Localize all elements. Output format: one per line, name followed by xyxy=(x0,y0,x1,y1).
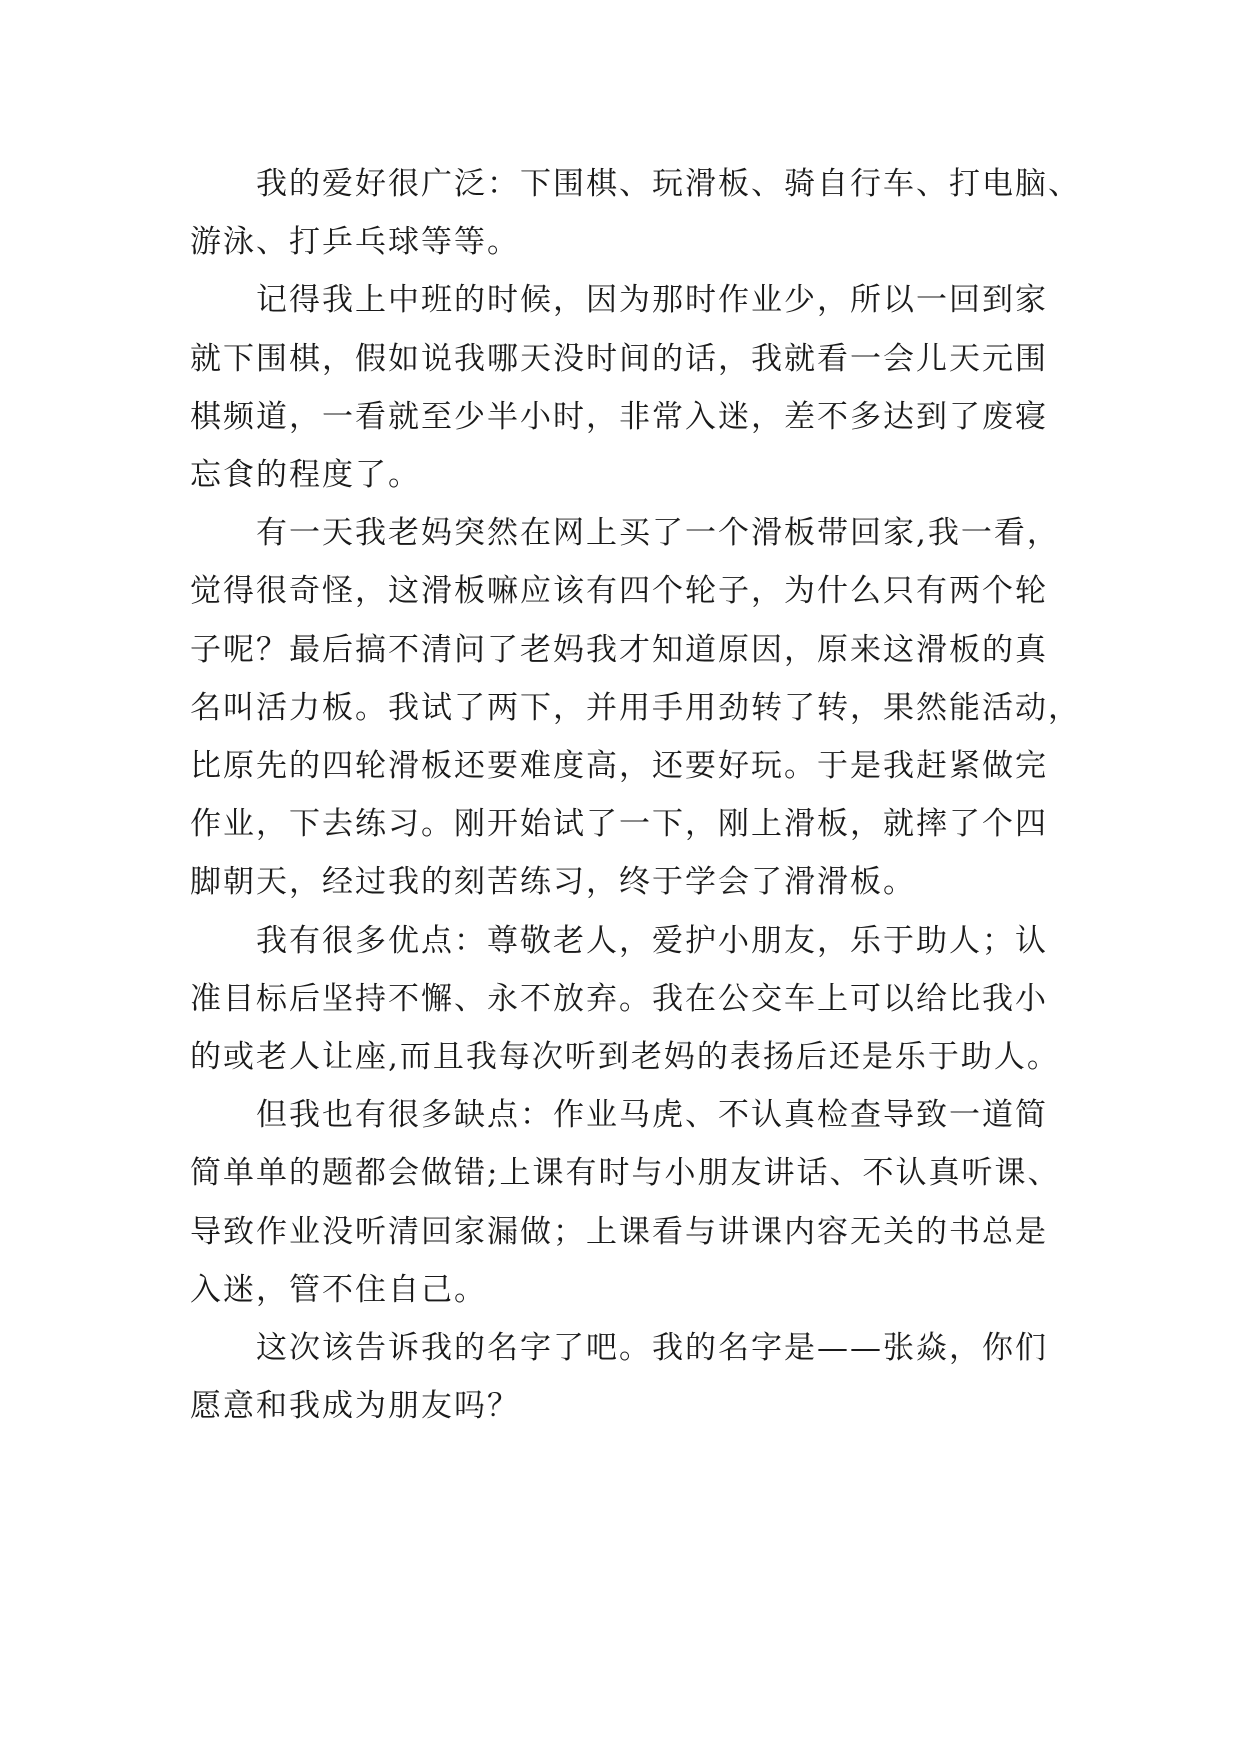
text-line: 我有很多优点：尊敬老人，爱护小朋友，乐于助人；认 xyxy=(256,922,1048,959)
paragraph-skateboard xyxy=(190,504,1090,911)
paragraph-name xyxy=(190,1319,1090,1435)
text-line: 这次该告诉我的名字了吧。我的名字是——张焱，你们 xyxy=(256,1330,1048,1367)
paragraph-hobbies xyxy=(190,155,1090,271)
text-line: 作业，下去练习。刚开始试了一下，刚上滑板，就摔了个四 xyxy=(190,806,1048,843)
text-line: 但我也有很多缺点：作业马虎、不认真检查导致一道简 xyxy=(256,1097,1048,1134)
text-line: 准目标后坚持不懈、永不放弃。我在公交车上可以给比我小 xyxy=(190,980,1048,1017)
paragraph-strengths xyxy=(190,912,1090,1087)
text-line: 就下围棋，假如说我哪天没时间的话，我就看一会儿天元围 xyxy=(190,340,1048,377)
text-line: 子呢？最后搞不清问了老妈我才知道原因，原来这滑板的真 xyxy=(190,631,1048,668)
paragraph-weaknesses xyxy=(190,1086,1090,1319)
text-line: 游泳、打乒乓球等等。 xyxy=(190,224,520,261)
text-line: 棋频道，一看就至少半小时，非常入迷，差不多达到了废寝 xyxy=(190,398,1048,435)
text-line: 的或老人让座,而且我每次听到老妈的表扬后还是乐于助人。 xyxy=(190,1039,1060,1076)
text-line: 简单单的题都会做错;上课有时与小朋友讲话、不认真听课、 xyxy=(190,1155,1061,1192)
text-line: 记得我上中班的时候，因为那时作业少，所以一回到家 xyxy=(256,282,1048,319)
text-line: 我的爱好很广泛：下围棋、玩滑板、骑自行车、打电脑、 xyxy=(256,166,1081,202)
text-line: 愿意和我成为朋友吗？ xyxy=(190,1388,520,1425)
text-line: 名叫活力板。我试了两下，并用手用劲转了转，果然能活动， xyxy=(190,689,1081,726)
text-line: 觉得很奇怪，这滑板嘛应该有四个轮子，为什么只有两个轮 xyxy=(190,573,1048,610)
text-line: 忘食的程度了。 xyxy=(190,457,421,494)
text-line: 比原先的四轮滑板还要难度高，还要好玩。于是我赶紧做完 xyxy=(190,748,1048,785)
text-line: 有一天我老妈突然在网上买了一个滑板带回家,我一看， xyxy=(256,515,1060,552)
text-line: 导致作业没听清回家漏做；上课看与讲课内容无关的书总是 xyxy=(190,1213,1048,1250)
text-line: 入迷，管不住自己。 xyxy=(190,1271,487,1308)
text-line: 脚朝天，经过我的刻苦练习，终于学会了滑滑板。 xyxy=(190,864,916,901)
paragraph-go-game xyxy=(190,271,1090,504)
document-body xyxy=(190,155,1090,1435)
